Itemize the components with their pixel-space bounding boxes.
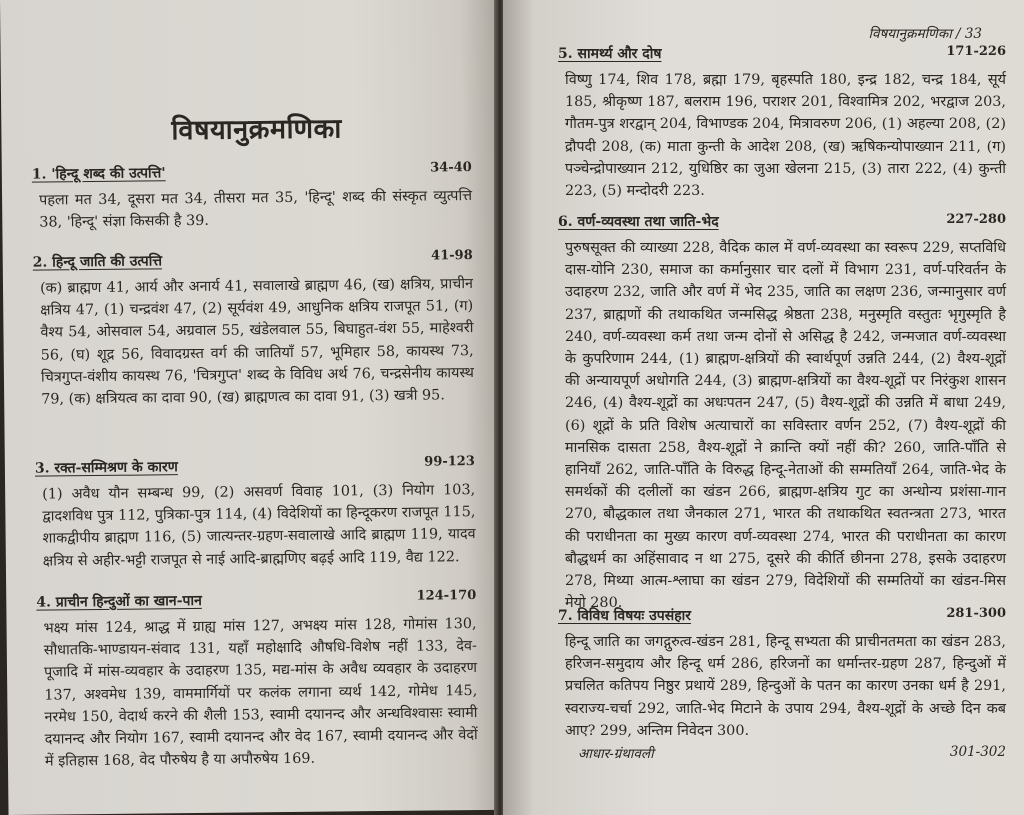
section-entries: हिन्दू जाति का जगद्गुरुत्व-खंडन 281, हिन्दू सभ्यता की प्राचीनतमता का खंडन 283, हरिजन-समुदाय और हिन्दू धर्म 286, हरिजनों का धर्मान्तर-ग्रहण 287, हिन्दुओं में प्रचलित कतिपय निष्ठुर प्रथायें 289, हिन्दुओं के पतन का कारण उनका धर्म है 291, स्वराज्य-चर्चा 292, जाति-भेद मिटाने के उपाय 294, वैश्य-शूद्रों के अच्छे दिन कब आए? 299, अन्तिम निवेदन 300. [565, 634, 1006, 739]
section-page-range: 124-170 [416, 588, 477, 604]
toc-section-3 [35, 454, 476, 572]
toc-section-4 [36, 588, 478, 773]
section-page-range: 34-40 [430, 160, 472, 176]
section-title: 3. रक्त-सम्मिश्रण के कारण [34, 459, 178, 477]
running-head: विषयानुक्रमणिका / 33 [868, 26, 982, 42]
section-header [558, 212, 1006, 231]
toc-section-1 [32, 160, 473, 234]
bibliography-page-range: 301-302 [949, 744, 1006, 760]
section-title: 5. सामर्थ्य और दोष [558, 46, 662, 62]
right-page [503, 0, 1024, 815]
section-title: 7. विविध विषयः उपसंहार [558, 608, 691, 624]
section-header [558, 606, 1006, 625]
toc-section-5 [558, 44, 1006, 202]
section-page-range: 281-300 [946, 606, 1006, 621]
toc-section-2 [33, 248, 475, 411]
section-title: 2. हिन्दू जाति की उत्पत्ति [32, 253, 163, 271]
section-title: 1. 'हिन्दू शब्द की उत्पत्ति' [31, 165, 166, 183]
section-entries: (क) ब्राह्मण 41, आर्य और अनार्य 41, सवालाखे ब्राह्मण 46, (ख) क्षत्रिय, प्राचीन क्षत्रिय 47, (1) चन्द्रवंश 47, (2) सूर्यवंश 49, आधुनिक क्षत्रिय राजपूत 51, (ग) वैश्य 54, ओसवाल 54, अग्रवाल 55, खंडेलवाल 55, बिघाहुत-वंश 55, माहेश्वरी 56, (घ) शूद्र 56, विवादग्रस्त वर्ग की जातियाँ 57, भूमिहार 58, कायस्थ 73, चित्रगुप्त-वंशीय कायस्थ 76, 'चित्रगुप्त' शब्द के विविध अर्थ 76, चन्द्रसेनीय कायस्थ 79, (क) क्षत्रियत्व का दावा 90, (ख) ब्राह्मणत्व का दावा 91, (3) खत्री 95. [39, 276, 475, 408]
section-entries: भक्ष्य मांस 124, श्राद्ध में ग्राह्य मांस 127, अभक्ष्य मांस 128, गोमांस 130, सौधातकि-भाण्डायन-संवाद 131, यहाँ महोक्षादि औषधि-विशेष नहीं 133, देव-पूजादि में मांस-व्यवहार के उदाहरण 135, मद्य-मांस के अवैध व्यवहार के उदाहरण 137, अश्वमेध 139, वाममार्गियों पर कलंक लगाना व्यर्थ 142, गोमेध 145, नरमेध 150, वेदार्थ करने की शैली 153, स्वामी दयानन्द और अन्धविश्वासः स्वामी दयानन्द और नियोग 167, स्वामी दयानन्द और वेद 167, स्वामी दयानन्द और वेदों में इतिहास 168, वेद पौरुषेय है या अपौरुषेय 169. [43, 616, 478, 770]
section-page-range: 171-226 [946, 44, 1006, 59]
toc-section-7 [558, 606, 1006, 742]
bibliography-entry [578, 744, 1006, 762]
section-entries: पुरुषसूक्त की व्याख्या 228, वैदिक काल में वर्ण-व्यवस्था का स्वरूप 229, सप्तविधि दास-योनि 230, समाज का कर्मानुसार चार दलों में विभाग 231, वर्ण-परिवर्तन के उदाहरण 232, जाति और वर्ण में भेद 235, जाति का लक्षण 236, जन्मानुसार वर्ण 237, ब्राह्मणों की तथाकथित जन्मसिद्ध श्रेष्ठता 238, मनुस्मृति वस्तुतः भृगुस्मृति है 240, वर्ण-व्यवस्था कर्म तथा जन्म दोनों से असिद्ध है 242, जन्मजात वर्ण-व्यवस्था के कुपरिणाम 244, (1) ब्राह्मण-क्षत्रियों की स्वार्थपूर्ण उन्नति 244, (2) वैश्य-शूद्रों की अन्यायपूर्ण अधोगति 244, (3) ब्राह्मण-क्षत्रियों का वैश्य-शूद्रों पर निरंकुश शासन 246, (4) वैश्य-शूद्रों का अधःपतन 247, (5) वैश्य-शूद्रों की उन्नति में बाधा 249, (6) शूद्रों के प्रति विशेष अत्याचारों का सविस्तार वर्णन 252, (7) वैश्य-शूद्रों की मानसिक दासता 258, वैश्य-शूद्रों ने क्रान्ति क्यों नहीं की? 260, जाति-पाँति से हानियाँ 262, जाति-पाँति के विरुद्ध हिन्दू-नेताओं की सम्मतियाँ 264, जाति-भेद के समर्थकों की दलीलों का खंडन 266, ब्राह्मण-क्षत्रिय गुट का अन्धोन्य प्रशंसा-गान 270, बौद्धकाल तथा जैनकाल 271, भारत की तथाकथित स्वतन्त्रता 273, भारत की पराधीनता का मुख्य कारण वर्ण-व्यवस्था 274, भारत की पराधीनता का कारण बौद्धधर्म का अहिंसावाद न था 275, दूसरे की कीर्ति छीनना 278, इसके उदाहरण 278, मिथ्या आत्म-श्लाघा का खंडन 279, विदेशियों की सम्मतियों का खंडन-मिस मेयो 280. [565, 240, 1006, 612]
section-header [35, 454, 475, 478]
section-header [558, 44, 1006, 63]
section-header [36, 588, 476, 612]
section-entries: (1) अवैध यौन सम्बन्ध 99, (2) असवर्ण विवाह 101, (3) नियोग 103, द्वादशविध पुत्र 112, पुत्रिका-पुत्र 114, (4) विदेशियों का हिन्दूकरण राजपूत 115, शाकद्वीपीय ब्राह्मण 116, (5) जात्यन्तर-ग्रहण-सवालाखे आदि ब्राह्मण 119, यादव क्षत्रिय से अहीर-भट्टी राजपूत से नाई आदि-ब्राह्मणिए बढ़ई आदि 119, वैद्य 122. [42, 482, 476, 570]
section-header [32, 160, 472, 184]
section-title: 4. प्राचीन हिन्दुओं का खान-पान [36, 592, 202, 611]
section-entries: पहला मत 34, दूसरा मत 34, तीसरा मत 35, 'हिन्दू' शब्द की संस्कृत व्युत्पत्ति 38, 'हिन्दू' संज्ञा किसकी है 39. [39, 188, 473, 231]
page-title: विषयानुक्रमणिका [171, 113, 342, 147]
section-title: 6. वर्ण-व्यवस्था तथा जाति-भेद [558, 214, 719, 230]
section-entries: विष्णु 174, शिव 178, ब्रह्मा 179, बृहस्पति 180, इन्द्र 182, चन्द्र 184, सूर्य 185, श्रीकृष्ण 187, बलराम 196, पराशर 201, विश्वामित्र 202, भरद्वाज 203, गौतम-पुत्र शरद्वान् 204, विभाण्डक 204, मित्रावरुण 206, (1) अहल्या 208, (2) द्रौपदी 208, (क) माता कुन्ती के आदेश 208, (ख) ऋषिकन्योपाख्यान 211, (ग) पञ्चेन्द्रोपाख्यान 212, युधिष्ठिर का जुआ खेलना 215, (3) तारा 222, (4) कुन्ती 223, (5) मन्दोदरी 223. [565, 72, 1006, 200]
toc-section-6 [558, 212, 1006, 614]
section-page-range: 227-280 [946, 212, 1006, 227]
left-page [0, 0, 509, 815]
section-page-range: 41-98 [431, 248, 473, 264]
bibliography-label: आधार-ग्रंथावली [578, 746, 654, 762]
section-header [33, 248, 473, 272]
section-page-range: 99-123 [424, 454, 475, 470]
